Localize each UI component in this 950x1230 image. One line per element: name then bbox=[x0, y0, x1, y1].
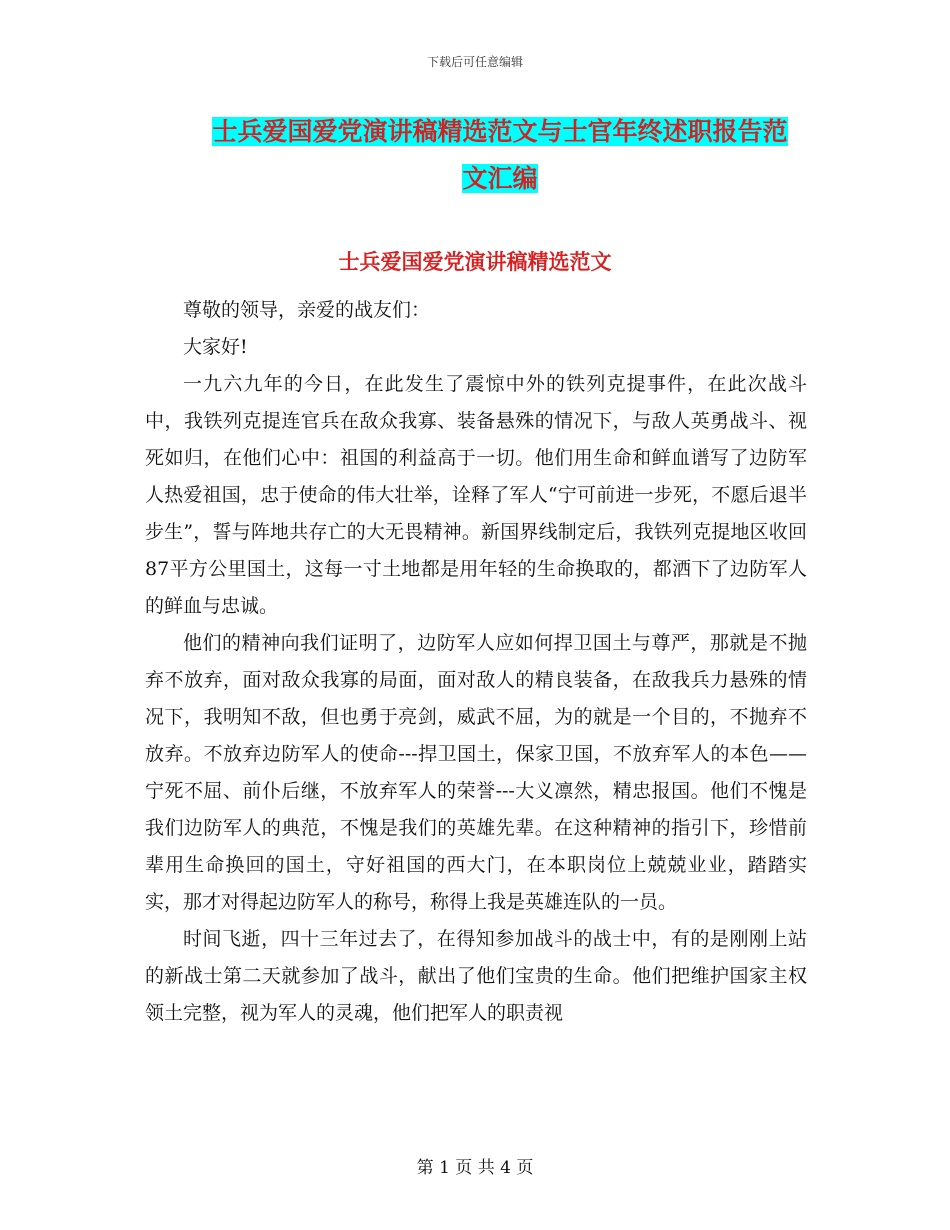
header-note: 下载后可任意编辑 bbox=[426, 55, 523, 69]
greeting: 大家好! bbox=[183, 336, 248, 358]
page-number: 第 1 页 共 4 页 bbox=[416, 1158, 534, 1178]
salutation: 尊敬的领导，亲爱的战友们： bbox=[183, 299, 431, 321]
document-title-line-1: 士兵爱国爱党演讲稿精选范文与士官年终述职报告范 bbox=[212, 117, 788, 146]
document-body bbox=[145, 292, 807, 1032]
section-title: 士兵爱国爱党演讲稿精选范文 bbox=[338, 250, 612, 274]
body-paragraph: 一九六九年的今日，在此发生了震惊中外的铁列克提事件，在此次战斗中，我铁列克提连官兵在敌众我寡、装备悬殊的情况下，与敌人英勇战斗、视死如归，在他们心中：祖国的利益高于一切。他们用生命和鲜血谱写了边防军人热爱祖国，忠于使命的伟大壮举，诠释了军人“宁可前进一步死，不愿后退半步生”，誓与阵地共存亡的大无畏精神。新国界线制定后，我铁列克提地区收回87平方公里国土，这每一寸土地都是用年轻的生命换取的，都洒下了边防军人的鲜血与忠诚。 bbox=[145, 373, 807, 617]
document-title-line-2: 文汇编 bbox=[462, 164, 538, 193]
body-paragraph: 他们的精神向我们证明了，边防军人应如何捍卫国土与尊严，那就是不抛弃不放弃，面对敌众我寡的局面，面对敌人的精良装备，在敌我兵力悬殊的情况下，我明知不敌，但也勇于亮剑，威武不屈，为的就是一个目的，不抛弃不放弃。不放弃边防军人的使命---捍卫国土，保家卫国，不放弃军人的本色——宁死不屈、前仆后继，不放弃军人的荣誉---大义凛然，精忠报国。他们不愧是我们边防军人的典范，不愧是我们的英雄先辈。在这种精神的指引下，珍惜前辈用生命换回的国土，守好祖国的西大门，在本职岗位上兢兢业业，踏踏实实，那才对得起边防军人的称号，称得上我是英雄连队的一员。 bbox=[145, 632, 807, 913]
body-paragraph: 时间飞逝，四十三年过去了，在得知参加战斗的战士中，有的是刚刚上站的新战士第二天就参加了战斗，献出了他们宝贵的生命。他们把维护国家主权领土完整，视为军人的灵魂，他们把军人的职责视 bbox=[145, 928, 807, 1024]
document-title bbox=[150, 108, 850, 202]
